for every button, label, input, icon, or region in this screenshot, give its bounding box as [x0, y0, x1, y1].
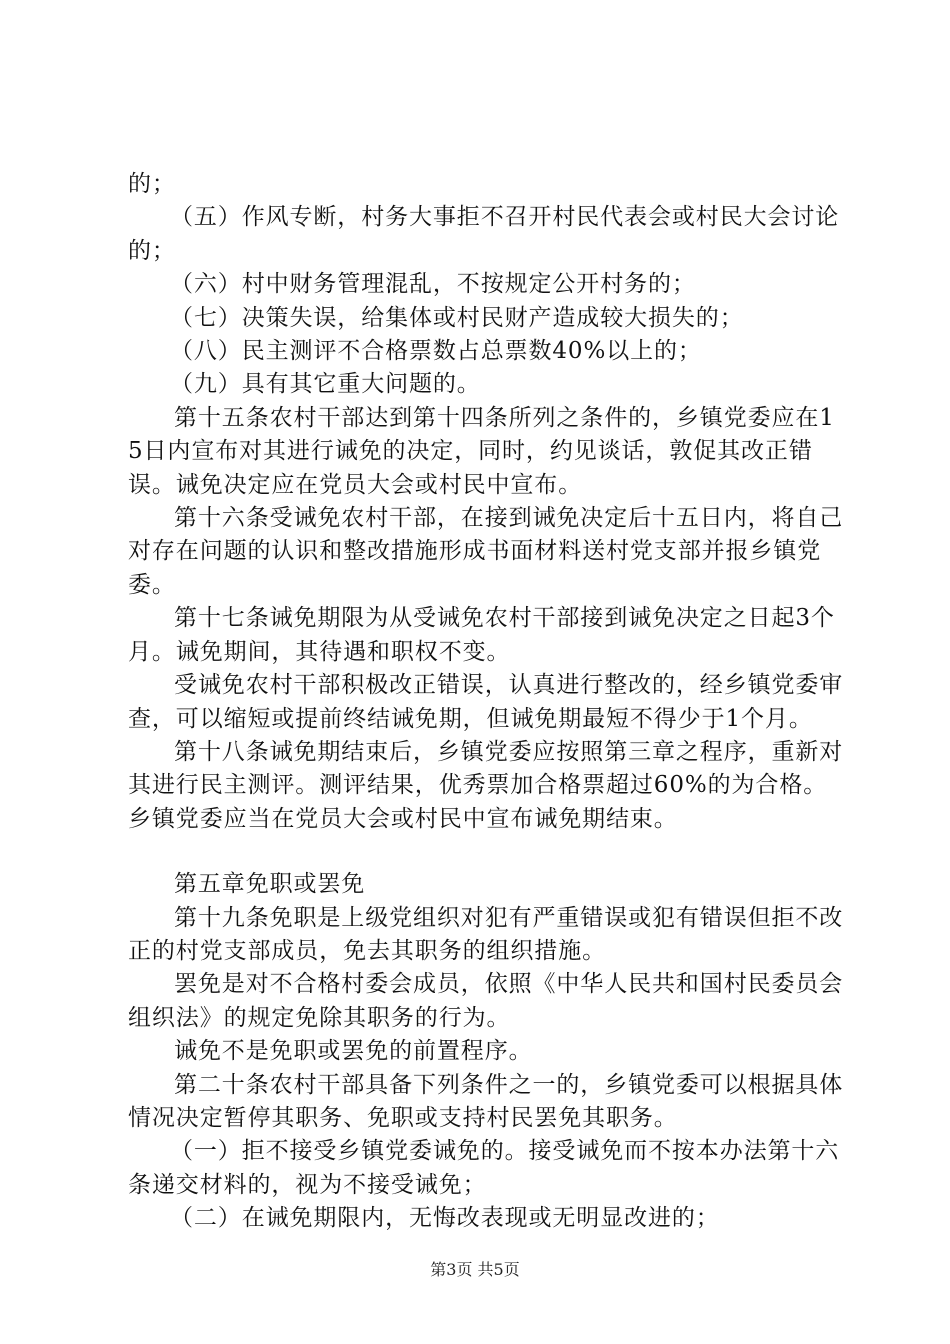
list-item-8: （八）民主测评不合格票数占总票数40%以上的； — [170, 338, 702, 365]
article-19-recall: 罢免是对不合格村委会成员，依照《中华人民共和国村民委员会组织法》的规定免除其职务的行为。 — [128, 971, 844, 1031]
article-19: 第十九条免职是上级党组织对犯有严重错误或犯有错误但拒不改正的村党支部成员，免去其职务的组织措施。 — [128, 904, 844, 964]
list-item-5: （五）作风专断，村务大事拒不召开村民代表会或村民大会讨论的； — [128, 204, 840, 264]
section-gap — [128, 836, 848, 868]
article-18: 第十八条诫免期结束后，乡镇党委应按照第三章之程序，重新对其进行民主测评。测评结果，优秀票加合格票超过60%的为合格。乡镇党委应当在党员大会或村民中宣布诫免期结束。 — [128, 738, 844, 832]
list-item-7: （七）决策失误，给集体或村民财产造成较大损失的； — [170, 304, 744, 331]
article-17: 第十七条诫免期限为从受诫免农村干部接到诫免决定之日起3个月。诫免期间，其待遇和职权不变。 — [128, 605, 835, 665]
chapter-heading: 第五章免职或罢免 — [174, 871, 366, 898]
list-item-9: （九）具有其它重大问题的。 — [170, 371, 481, 398]
page-footer: 第3页 共5页 — [430, 1260, 520, 1279]
article-20-item-2: （二）在诫免期限内，无悔改表现或无明显改进的； — [170, 1205, 720, 1232]
article-20: 第二十条农村干部具备下列条件之一的，乡镇党委可以根据具体情况决定暂停其职务、免职或支持村民罢免其职务。 — [128, 1071, 844, 1131]
article-17-clause: 受诫免农村干部积极改正错误，认真进行整改的，经乡镇党委审查，可以缩短或提前终结诫免期，但诫免期最短不得少于1个月。 — [128, 672, 844, 732]
article-20-item-1: （一）拒不接受乡镇党委诫免的。接受诫免而不按本办法第十六条递交材料的，视为不接受诫免； — [128, 1138, 840, 1198]
document-body — [128, 168, 848, 1236]
list-item-6: （六）村中财务管理混乱，不按规定公开村务的； — [170, 271, 696, 298]
article-19-note: 诫免不是免职或罢免的前置程序。 — [174, 1038, 533, 1065]
article-15: 第十五条农村干部达到第十四条所列之条件的，乡镇党委应在15日内宣布对其进行诫免的决定，同时，约见谈话，敦促其改正错误。诫免决定应在党员大会或村民中宣布。 — [128, 404, 835, 498]
article-16: 第十六条受诫免农村干部，在接到诫免决定后十五日内，将自己对存在问题的认识和整改措施形成书面材料送村党支部并报乡镇党委。 — [128, 505, 844, 598]
paragraph-continuation: 的； — [128, 171, 176, 197]
